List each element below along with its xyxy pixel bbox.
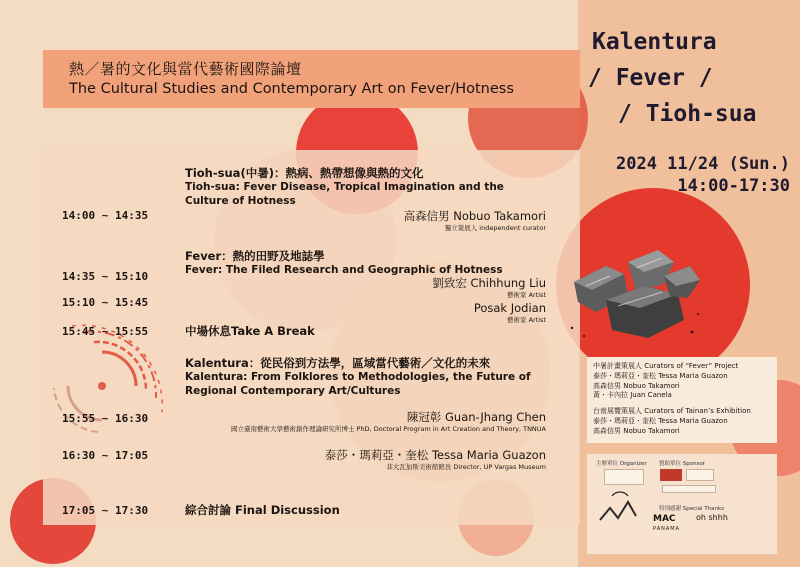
- session-title-en: Fever: The Filed Research and Geographic of Hotness: [185, 264, 503, 276]
- session-title: [185, 503, 550, 517]
- speaker-name: 泰莎・瑪莉亞・奎松 Tessa Maria Guazon: [324, 448, 546, 462]
- organizer-logo: [604, 469, 644, 485]
- speaker-role: 菲大瓦加斯美術館館長 Director, UP Vargas Museum: [386, 463, 546, 471]
- sponsor-label: 贊助單位 Sponsor: [659, 461, 706, 467]
- time-slot: 15:45 ~ 15:55: [62, 325, 149, 338]
- speaker: [432, 276, 546, 300]
- event-date: 2024 11/24 (Sun.): [616, 154, 790, 174]
- session-title-zh: 綜合討論 Final Discussion: [185, 503, 340, 517]
- speaker-name: Posak Jodian: [473, 301, 546, 315]
- curator-name: 泰莎・瑪莉亞・奎松 Tessa Maria Guazon: [593, 371, 728, 380]
- speaker-name: 高森信男 Nobuo Takamori: [403, 209, 546, 223]
- session-title-zh: Kalentura：從民俗到方法學，區域當代藝術／文化的未來: [185, 356, 491, 370]
- speaker: [474, 301, 546, 325]
- speaker-role: 國立臺南藝術大學藝術創作理論研究所博士 PhD, Doctoral Program in Art Creation and Theory, TNNUA: [230, 425, 546, 433]
- sponsor-logo-icon: [686, 469, 714, 481]
- organizer-label: 主辦單位 Organizer: [596, 461, 647, 467]
- speaker-role: 藝術家 Artist: [507, 291, 546, 299]
- time-slot: 17:05 ~ 17:30: [62, 504, 149, 517]
- oh-shhh-logo: oh shhh: [696, 513, 728, 522]
- brand-kalentura: Kalentura: [592, 29, 717, 55]
- title-english: The Cultural Studies and Contemporary Art on Fever/Hotness: [69, 81, 514, 97]
- title-band: [43, 50, 580, 108]
- time-slot: 14:35 ~ 15:10: [62, 270, 149, 283]
- speaker-role: 藝術家 Artist: [507, 316, 546, 324]
- special-thanks-label: 特別感謝 Special Thanks: [659, 506, 725, 512]
- session-title: [185, 166, 550, 208]
- fever-curators-heading: 中暑計畫策展人 Curators of “Fever” Project: [593, 362, 739, 370]
- time-slot: 14:00 ~ 14:35: [62, 209, 149, 222]
- session-title-zh: 中場休息Take A Break: [185, 324, 315, 338]
- curator-name: 黃・卡內拉 Juan Canela: [593, 391, 672, 400]
- sponsor-logo-icon: [662, 485, 716, 493]
- curator-name: 高森信男 Nobuo Takamori: [593, 426, 680, 435]
- session-title-zh: Tioh-sua(中暑)：熱病、熱帶想像與熱的文化: [185, 166, 424, 180]
- event-brand: [588, 24, 793, 132]
- mac-logo-sub: PANAMA: [653, 526, 681, 532]
- mac-logo-text: MAC: [653, 514, 676, 524]
- sponsor-logo-icon: [660, 469, 682, 481]
- mac-logo: [653, 514, 680, 534]
- curator-name: 泰莎・瑪莉亞・奎松 Tessa Maria Guazon: [593, 416, 728, 425]
- session-title: [185, 249, 550, 277]
- tainan-curators-heading: 台南展覽策展人 Curators of Tainan’s Exhibition: [593, 407, 751, 416]
- event-datetime: [600, 153, 790, 197]
- curators-box: [587, 357, 777, 443]
- speaker: [404, 209, 546, 233]
- speaker-name: 劉致宏 Chihhung Liu: [432, 276, 546, 290]
- session-title-zh: Fever：熱的田野及地誌學: [185, 249, 325, 263]
- vargas-logo-icon: [598, 490, 638, 526]
- session-title-en: Kalentura: From Folklores to Methodologies, the Future of Regional Contemporary Art/Cultures: [185, 371, 531, 397]
- speaker: [325, 448, 546, 472]
- speaker: [231, 410, 546, 434]
- time-slot: 16:30 ~ 17:05: [62, 449, 149, 462]
- session-title: [185, 356, 550, 398]
- time-slot: 15:55 ~ 16:30: [62, 412, 149, 425]
- time-slot: 15:10 ~ 15:45: [62, 296, 149, 309]
- curator-name: 高森信男 Nobuo Takamori: [593, 381, 680, 390]
- title-chinese: 熱／暑的文化與當代藝術國際論壇: [69, 60, 302, 78]
- session-title: [185, 324, 550, 338]
- event-time: 14:00-17:30: [677, 176, 790, 196]
- rock-illustration-icon: [566, 236, 706, 346]
- speaker-role: 獨立策展人 independent curator: [444, 224, 546, 232]
- brand-tioh-sua: / Tioh-sua: [618, 101, 757, 127]
- speaker-name: 陳冠彰 Guan-Jhang Chen: [406, 410, 546, 424]
- session-title-en: Tioh-sua: Fever Disease, Tropical Imagination and the Culture of Hotness: [185, 181, 504, 207]
- brand-fever: / Fever /: [588, 65, 713, 91]
